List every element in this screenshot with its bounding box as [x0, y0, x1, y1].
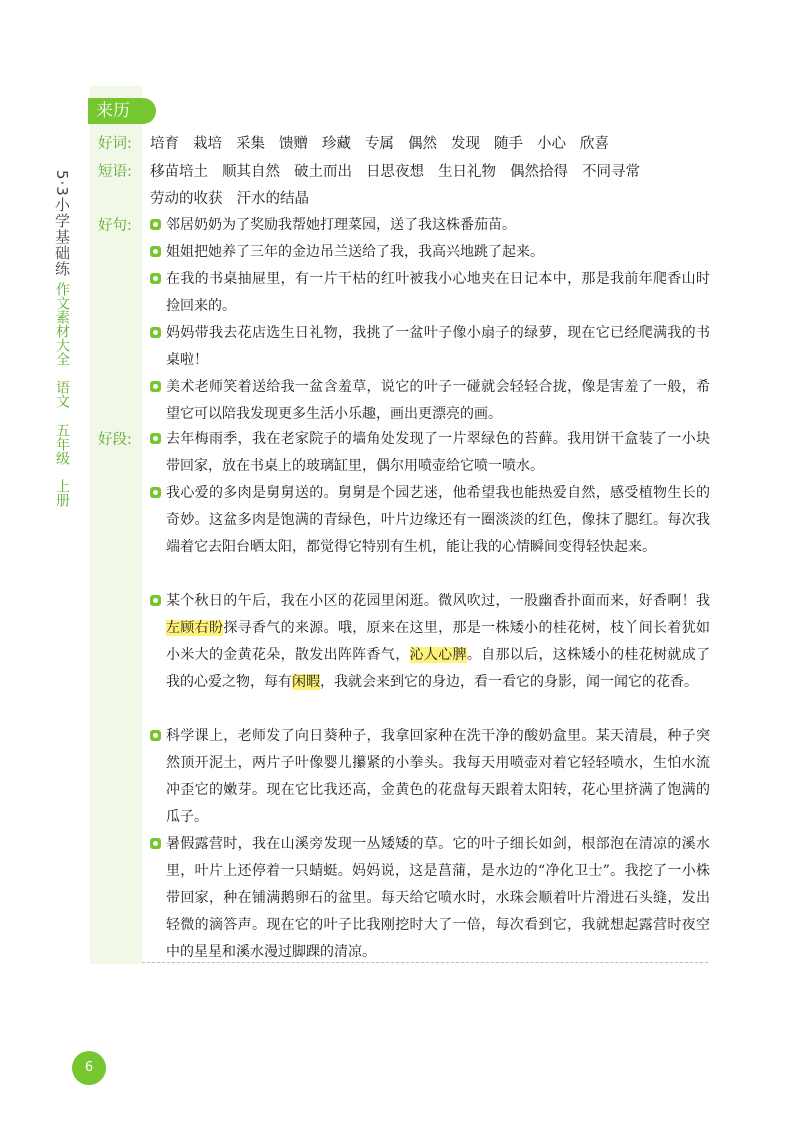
sentence-text: 在我的书桌抽屉里，有一片干枯的红叶被我小心地夹在日记本中，那是我前年爬香山时捡回来的。 — [166, 271, 710, 314]
word: 栽培 — [193, 136, 222, 152]
label-phrases: 短语: — [98, 164, 132, 180]
bullet-icon — [150, 487, 161, 498]
bullet-icon — [150, 273, 161, 284]
word: 小心 — [537, 136, 566, 152]
section-divider — [142, 962, 708, 963]
label-paragraphs: 好段: — [98, 432, 132, 448]
subtitle-part: 五年级 — [54, 422, 70, 465]
word: 馈赠 — [279, 136, 308, 152]
word: 发现 — [451, 136, 480, 152]
paragraph-text: 暑假露营时，我在山溪旁发现一丛矮矮的草。它的叶子细长如剑，根部泡在清凉的溪水里，叶片上还停着一只蜻蜓。妈妈说，这是菖蒲，是水边的“净化卫士”。我挖了一小株带回家，种在铺满鹅卵石的盆里。每天给它喷水时，水珠会顺着叶片滑进石头缝，发出轻微的滴答声。现在它的叶子比我刚挖时大了一倍，每次看到它，我就想起露营时夜空中的星星和溪水漫过脚踝的清凉。 — [166, 836, 710, 960]
paragraph-item — [150, 480, 710, 561]
phrase: 移苗培土 — [150, 164, 208, 180]
word: 培育 — [150, 136, 179, 152]
phrase: 顺其自然 — [222, 164, 280, 180]
section-heading: 来历 — [88, 98, 156, 124]
paragraph-text: 。自那以后，这株矮小的桂花树就成了我的心爱之物，每有 — [166, 647, 711, 690]
phrase: 生日礼物 — [438, 164, 496, 180]
bullet-icon — [150, 595, 161, 606]
paragraph-item — [150, 588, 710, 696]
paragraph-text: 去年梅雨季，我在老家院子的墙角处发现了一片翠绿色的苔藓。我用饼干盒装了一小块带回家，放在书桌上的玻璃缸里，偶尔用喷壶给它喷一喷水。 — [166, 431, 710, 474]
subtitle-part: 语文 — [54, 380, 70, 409]
subtitle-part: 作文素材大全 — [54, 282, 70, 366]
highlighted-word: 沁人心脾 — [409, 647, 467, 663]
phrase: 汗水的结晶 — [236, 191, 309, 207]
phrase: 不同寻常 — [582, 164, 640, 180]
paragraph-text: 某个秋日的午后，我在小区的花园里闲逛。微风吹过，一股幽香扑面而来，好香啊！我 — [166, 593, 710, 609]
phrase: 破土而出 — [294, 164, 352, 180]
phrase: 劳动的收获 — [150, 191, 223, 207]
bullet-icon — [150, 246, 161, 257]
sentence-item — [150, 374, 710, 428]
book-title: 5·3小学基础练 — [53, 170, 71, 277]
highlighted-word: 闲暇 — [292, 674, 320, 690]
word: 专属 — [365, 136, 394, 152]
bullet-icon — [150, 838, 161, 849]
bullet-icon — [150, 433, 161, 444]
word: 偶然 — [408, 136, 437, 152]
word: 采集 — [236, 136, 265, 152]
bullet-icon — [150, 730, 161, 741]
sentence-item — [150, 320, 710, 374]
paragraph-text: 我心爱的多肉是舅舅送的。舅舅是个园艺迷，他希望我也能热爱自然，感受植物生长的奇妙。这盆多肉是饱满的青绿色，叶片边缘还有一圈淡淡的红色，像抹了腮红。每次我端着它去阳台晒太阳，都觉得它特别有生机，能让我的心情瞬间变得轻快起来。 — [166, 485, 710, 555]
phrase: 偶然拾得 — [510, 164, 568, 180]
sentence-item — [150, 266, 710, 320]
sentence-text: 美术老师笑着送给我一盆含羞草，说它的叶子一碰就会轻轻合拢，像是害羞了一般，希望它可以陪我发现更多生活小乐趣，画出更漂亮的画。 — [166, 379, 710, 422]
page-number: 6 — [72, 1051, 106, 1085]
label-words: 好词: — [98, 136, 132, 152]
sentence-text: 妈妈带我去花店选生日礼物，我挑了一盆叶子像小扇子的绿萝，现在它已经爬满我的书桌啦！ — [166, 325, 710, 368]
sentence-item — [150, 212, 710, 239]
label-sentences: 好句: — [98, 218, 132, 234]
bullet-icon — [150, 327, 161, 338]
word-list — [150, 132, 740, 156]
paragraph-text: 科学课上，老师发了向日葵种子，我拿回家种在洗干净的酸奶盒里。某天清晨，种子突然顶开泥土，两片子叶像婴儿攥紧的小拳头。我每天用喷壶对着它轻轻喷水，生怕水流冲歪它的嫩芽。现在它比我还高，金黄色的花盘每天跟着太阳转，花心里挤满了饱满的瓜子。 — [166, 728, 710, 825]
phrase: 日思夜想 — [366, 164, 424, 180]
subtitle-part: 上册 — [54, 479, 70, 508]
phrase-list-line2 — [150, 187, 740, 211]
bullet-icon — [150, 219, 161, 230]
highlighted-word: 左顾右盼 — [166, 620, 224, 636]
paragraph-text: ，我就会来到它的身边，看一看它的身影，闻一闻它的花香。 — [320, 674, 698, 690]
word: 欣喜 — [580, 136, 609, 152]
word: 随手 — [494, 136, 523, 152]
phrase-list-line1 — [150, 160, 740, 184]
sentence-text: 邻居奶奶为了奖励我帮她打理菜园，送了我这株番茄苗。 — [166, 217, 516, 233]
book-subtitle — [48, 282, 70, 517]
paragraph-text: 探寻香气的来源。哦，原来在这里，那是一株矮小的桂花树，枝丫间长着犹如小米大的金黄花朵，散发出阵阵香气， — [166, 620, 711, 663]
bullet-icon — [150, 381, 161, 392]
paragraph-item — [150, 831, 710, 966]
paragraph-item — [150, 723, 710, 831]
paragraph-item — [150, 426, 710, 480]
sentence-item — [150, 239, 710, 266]
sentence-text: 姐姐把她养了三年的金边吊兰送给了我，我高兴地跳了起来。 — [166, 244, 544, 260]
word: 珍藏 — [322, 136, 351, 152]
